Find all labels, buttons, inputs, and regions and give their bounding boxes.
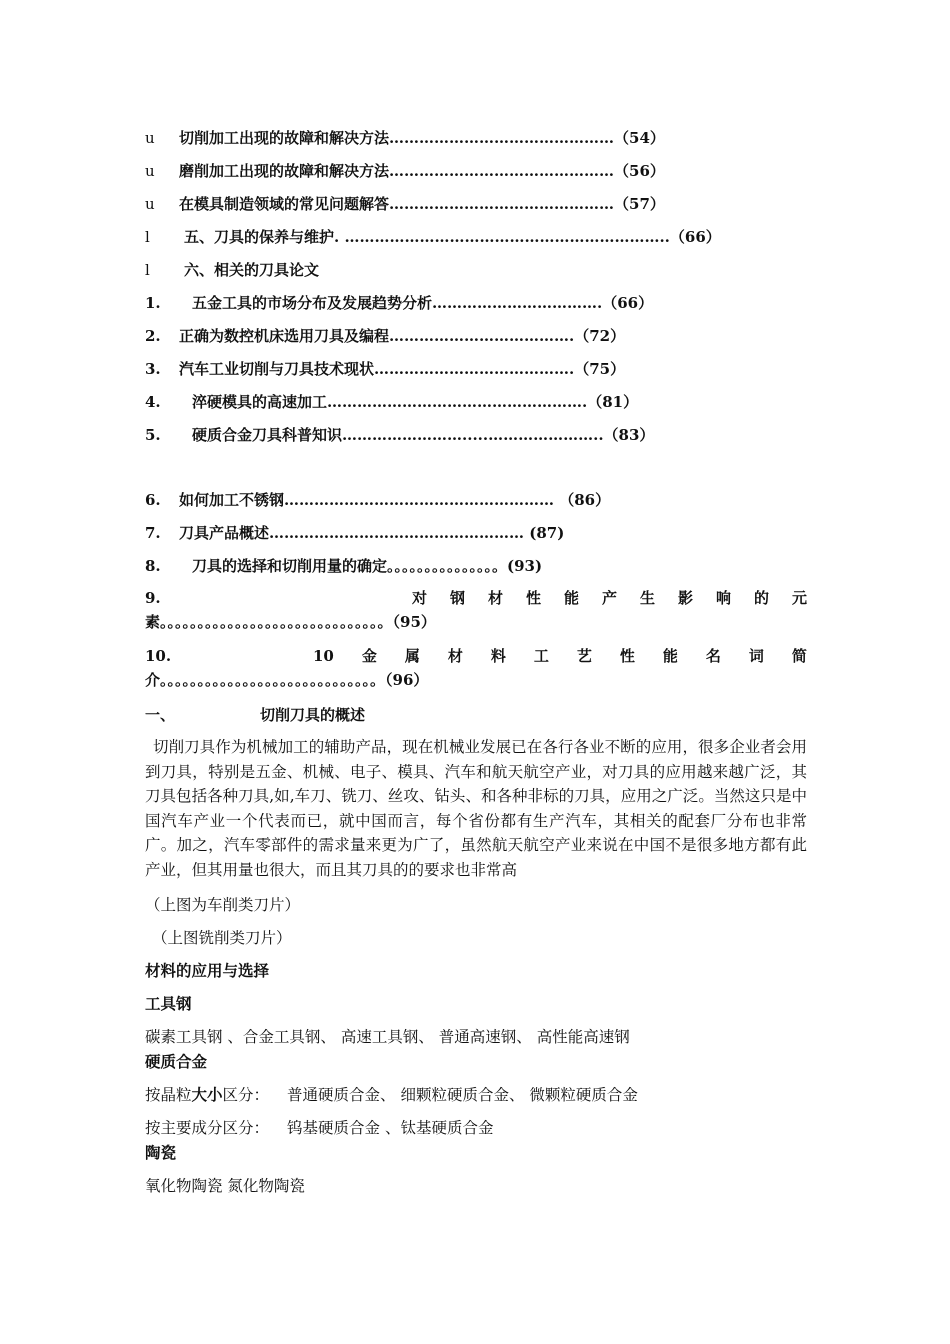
toc-entry <box>145 490 807 510</box>
toc-char: 对 <box>411 589 427 607</box>
toc-entry-text: 六、相关的刀具论文 <box>184 261 320 279</box>
section-heading <box>145 705 365 725</box>
toc-justified-line: 介。。。。。。。。。。。。。。。。。。。。。。。。。。。。。（96） <box>145 671 429 689</box>
toc-char: 的 <box>753 589 769 607</box>
toc-char: 材 <box>447 647 463 665</box>
toc-number: 5. <box>145 426 161 444</box>
ceramic-heading: 陶瓷 <box>145 1143 177 1162</box>
grain-size-list: 普通硬质合金、 细颗粒硬质合金、 微颗粒硬质合金 <box>287 1086 638 1104</box>
toc-char: 能 <box>563 589 579 607</box>
toc-entry <box>145 392 807 412</box>
toc-entry-text: 切削加工出现的故障和解决方法………………………………………（54） <box>179 129 665 147</box>
toc-entry <box>145 523 807 543</box>
grain-label-bold: 大小 <box>191 1085 223 1104</box>
toc-char: 性 <box>525 589 541 607</box>
toc-number: 10. <box>145 647 172 665</box>
materials-heading: 材料的应用与选择 <box>145 961 270 980</box>
toc-entry <box>145 326 807 346</box>
toc-char: 能 <box>662 647 678 665</box>
toc-char: 名 <box>705 647 721 665</box>
toc-entry <box>145 227 807 247</box>
toc-entry <box>145 194 807 214</box>
composition-list: 钨基硬质合金 、钛基硬质合金 <box>287 1119 494 1137</box>
ceramic-list: 氧化物陶瓷 氮化物陶瓷 <box>145 1177 305 1195</box>
toc-entry <box>145 425 807 445</box>
toc-entry-text: 硬质合金刀具科普知识…………………….....…………………..（83） <box>192 426 655 444</box>
toc-char: 性 <box>619 647 635 665</box>
toc-entry <box>145 128 807 148</box>
bullet-marker: u <box>145 195 155 213</box>
toc-justified-line <box>145 644 807 668</box>
toc-entry <box>145 359 807 379</box>
toc-char: 10 <box>312 647 334 665</box>
toc-entry-text: 磨削加工出现的故障和解决方法………………………………………（56） <box>179 162 665 180</box>
toc-char: 金 <box>361 647 377 665</box>
toc-char: 影 <box>677 589 693 607</box>
toc-number: 1. <box>145 294 161 312</box>
toc-char: 艺 <box>576 647 592 665</box>
toc-number: 2. <box>145 327 161 345</box>
toc-entry-text: 汽车工业切削与刀具技术现状………………………………….（75） <box>179 360 626 378</box>
toc-char: 钢 <box>449 589 465 607</box>
toc-entry <box>145 556 807 576</box>
toc-entry-text: 正确为数控机床选用刀具及编程……………………………….（72） <box>179 327 626 345</box>
toc-char: 属 <box>404 647 420 665</box>
toc-char: 元 <box>791 589 807 607</box>
toc-entry-text: 五、刀具的保养与维护. ………………………………………………………..（66） <box>184 228 721 246</box>
toc-number: 9. <box>145 589 161 607</box>
toc-number: 4. <box>145 393 161 411</box>
toc-char: 简 <box>791 647 807 665</box>
bullet-marker: u <box>145 162 155 180</box>
toc-char: 材 <box>487 589 503 607</box>
bullet-marker: l <box>145 228 150 246</box>
tool-steel-list: 碳素工具钢 、合金工具钢、 高速工具钢、 普通高速钢、 高性能高速钢 <box>145 1028 630 1046</box>
bullet-marker: u <box>145 129 155 147</box>
grain-label-prefix: 按晶粒 <box>145 1086 192 1104</box>
toc-number: 8. <box>145 557 161 575</box>
toc-entry-justified <box>145 586 807 634</box>
toc-number: 3. <box>145 360 161 378</box>
image-caption: （上图为车削类刀片） <box>145 896 301 914</box>
toc-entry-text: 刀具的选择和切削用量的确定。。。。。。。。。。。。。。。(93) <box>192 557 543 575</box>
toc-char: 料 <box>490 647 506 665</box>
section-number: 一、 <box>145 706 176 724</box>
toc-entry-text: 在模具制造领域的常见问题解答………………………………………（57） <box>179 195 665 213</box>
hard-alloy-heading: 硬质合金 <box>145 1052 208 1071</box>
toc-entry-justified <box>145 644 807 692</box>
toc-justified-line <box>145 586 807 610</box>
composition-line <box>145 1118 493 1138</box>
grain-size-line <box>145 1085 638 1105</box>
toc-entry-text: 如何加工不锈钢……………………………………………… （86） <box>179 491 611 509</box>
toc-entry <box>145 293 807 313</box>
tool-steel-heading: 工具钢 <box>145 994 192 1013</box>
image-caption: （上图铣削类刀片） <box>152 929 292 947</box>
toc-entry-text: 五金工具的市场分布及发展趋势分析…………………………….（66） <box>192 294 654 312</box>
toc-entry-text: 刀具产品概述…………………………………………… (87) <box>179 524 565 542</box>
toc-char: 词 <box>748 647 764 665</box>
toc-char: 工 <box>533 647 549 665</box>
toc-char: 响 <box>715 589 731 607</box>
paragraph-text: 切削刀具作为机械加工的辅助产品，现在机械业发展已在各行各业不断的应用，很多企业者会用到刀具，特别是五金、机械、电子、模具、汽车和航天航空产业，对刀具的应用越来越广泛，其刀具包括各种刀具,如,车刀、铣刀、丝攻、钻头、和各种非标的刀具，应用之广泛。当然这只是中国汽车产业一个代表而已，就中国而言，每个省份都有生产汽车，其相关的配套厂分布也非常广。加之，汽车零部件的需求量来更为广了，虽然航天航空产业来说在中国不是很多地方都有此产业，但其用量也很大，而且其刀具的的要求也非常高 <box>145 738 807 879</box>
toc-number: 6. <box>145 491 161 509</box>
bullet-marker: l <box>145 261 150 279</box>
toc-number: 7. <box>145 524 161 542</box>
toc-char: 生 <box>639 589 655 607</box>
intro-paragraph <box>145 735 807 882</box>
toc-entry <box>145 260 807 280</box>
toc-justified-line: 素。。。。。。。。。。。。。。。。。。。。。。。。。。。。。。（95） <box>145 613 436 631</box>
grain-label-suffix: 区分： <box>222 1086 270 1104</box>
toc-entry <box>145 161 807 181</box>
toc-entry-text: 淬硬模具的高速加工…………………………………………….（81） <box>192 393 639 411</box>
composition-label: 按主要成分区分： <box>145 1119 270 1137</box>
section-title: 切削刀具的概述 <box>260 706 366 724</box>
toc-char: 产 <box>601 589 617 607</box>
